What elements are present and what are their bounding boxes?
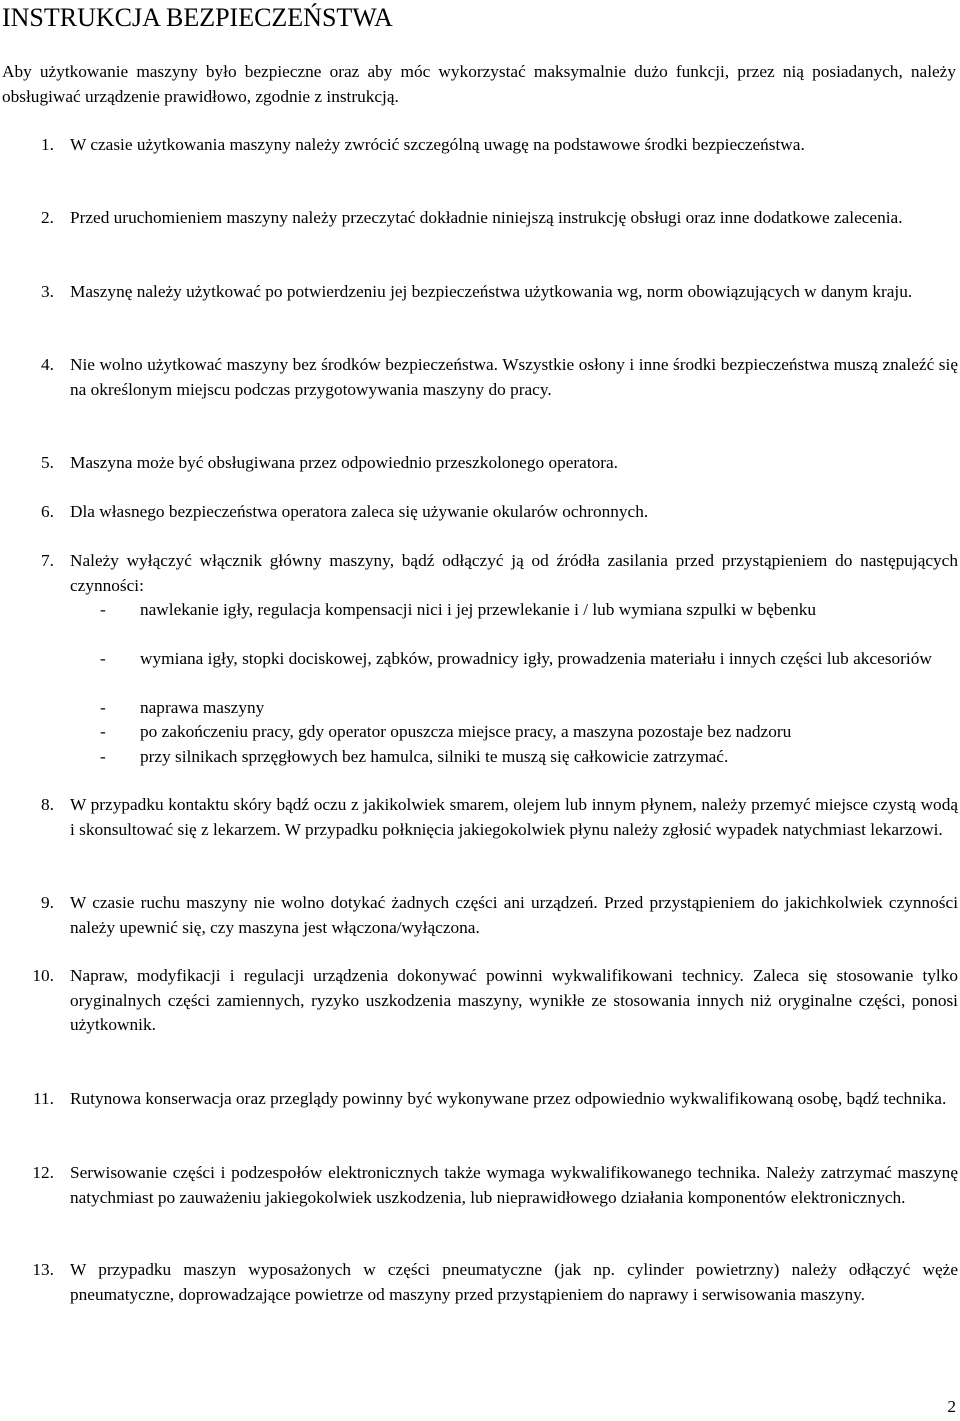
sub-item-text: naprawa maszyny [140,698,265,717]
item-number: 2. [41,208,54,227]
item-number: 12. [32,1163,54,1182]
item-text: Maszyna może być obsługiwana przez odpowiednio przeszkolonego operatora. [70,453,619,472]
item-text: W czasie użytkowania maszyny należy zwrócić szczególną uwagę na podstawowe środki bezpieczeństwa. [70,135,805,154]
sub-item-text: wymiana igły, stopki dociskowej, ząbków, prowadnicy igły, prowadzenia materiału i innych części lub akcesoriów [140,649,932,668]
item-text: W przypadku maszyn wyposażonych w części pneumatyczne (jak np. cylinder powietrzny) należy odłączyć węże pneumatyczne, doprowadzające powietrze od maszyny przed przystąpieniem do naprawy i serwisowania maszyny. [70,1260,958,1304]
item-text: Rutynowa konserwacja oraz przeglądy powinny być wykonywane przez odpowiednio wykwalifikowaną osobę, bądź technika. [70,1089,947,1108]
item-text: Maszynę należy użytkować po potwierdzeniu jej bezpieczeństwa użytkowania wg, norm obowiązujących w danym kraju. [70,282,913,301]
item-text: Przed uruchomieniem maszyny należy przeczytać dokładnie niniejszą instrukcję obsługi oraz inne dodatkowe zalecenia. [70,208,903,227]
item-number: 5. [41,453,54,472]
page-number: 2 [947,1397,956,1416]
item-number: 13. [32,1260,54,1279]
item-number: 7. [41,551,54,570]
item-text: Serwisowanie części i podzespołów elektronicznych także wymaga wykwalifikowanego technika. Należy zatrzymać maszynę natychmiast po zauważeniu jakiegokolwiek uszkodzenia, lub nieprawidłowego działania komponentów elektronicznych. [70,1163,958,1207]
item-number: 10. [32,966,54,985]
item-text: Napraw, modyfikacji i regulacji urządzenia dokonywać powinni wykwalifikowani technicy. Zaleca się stosowanie tylko oryginalnych części zamiennych, ryzyko uszkodzenia maszyny, wynikłe ze stosowania innych niż oryginalne części, ponosi użytkownik. [70,966,958,1034]
item-number: 9. [41,893,54,912]
item-number: 6. [41,502,54,521]
item-text: Nie wolno użytkować maszyny bez środków bezpieczeństwa. Wszystkie osłony i inne środki bezpieczeństwa muszą znaleźć się na określonym miejscu podczas przygotowywania maszyny do pracy. [70,355,958,399]
dash-bullet: - [100,698,106,717]
dash-bullet: - [100,722,106,741]
item-number: 4. [41,355,54,374]
dash-bullet: - [100,600,106,619]
item-text: W przypadku kontaktu skóry bądź oczu z jakikolwiek smarem, olejem lub innym płynem, należy przemyć miejsce czystą wodą i skonsultować się z lekarzem. W przypadku połknięcia jakiegokolwiek płynu należy zgłosić wypadek natychmiast lekarzowi. [70,795,958,839]
item-number: 1. [41,135,54,154]
item-number: 11. [33,1089,54,1108]
sub-item-text: przy silnikach sprzęgłowych bez hamulca, silniki te muszą się całkowicie zatrzymać. [140,747,729,766]
dash-bullet: - [100,649,106,668]
item-number: 8. [41,795,54,814]
dash-bullet: - [100,747,106,766]
document-title: INSTRUKCJA BEZPIECZEŃSTWA [2,3,393,32]
intro-paragraph: Aby użytkowanie maszyny było bezpieczne oraz aby móc wykorzystać maksymalnie dużo funkcji, przez nią posiadanych, należy obsługiwać urządzenie prawidłowo, zgodnie z instrukcją. [2,62,956,106]
sub-item-text: po zakończeniu pracy, gdy operator opuszcza miejsce pracy, a maszyna pozostaje bez nadzoru [140,722,792,741]
item-number: 3. [41,282,54,301]
item-text: Dla własnego bezpieczeństwa operatora zaleca się używanie okularów ochronnych. [70,502,649,521]
item-text: W czasie ruchu maszyny nie wolno dotykać żadnych części ani urządzeń. Przed przystąpieniem do jakichkolwiek czynności należy upewnić się, czy maszyna jest włączona/wyłączona. [70,893,958,937]
sub-item-text: nawlekanie igły, regulacja kompensacji nici i jej przewlekanie i / lub wymiana szpulki w bębenku [140,600,816,619]
item-text: Należy wyłączyć włącznik główny maszyny, bądź odłączyć ją od źródła zasilania przed przystąpieniem do następujących czynności: [70,551,958,595]
